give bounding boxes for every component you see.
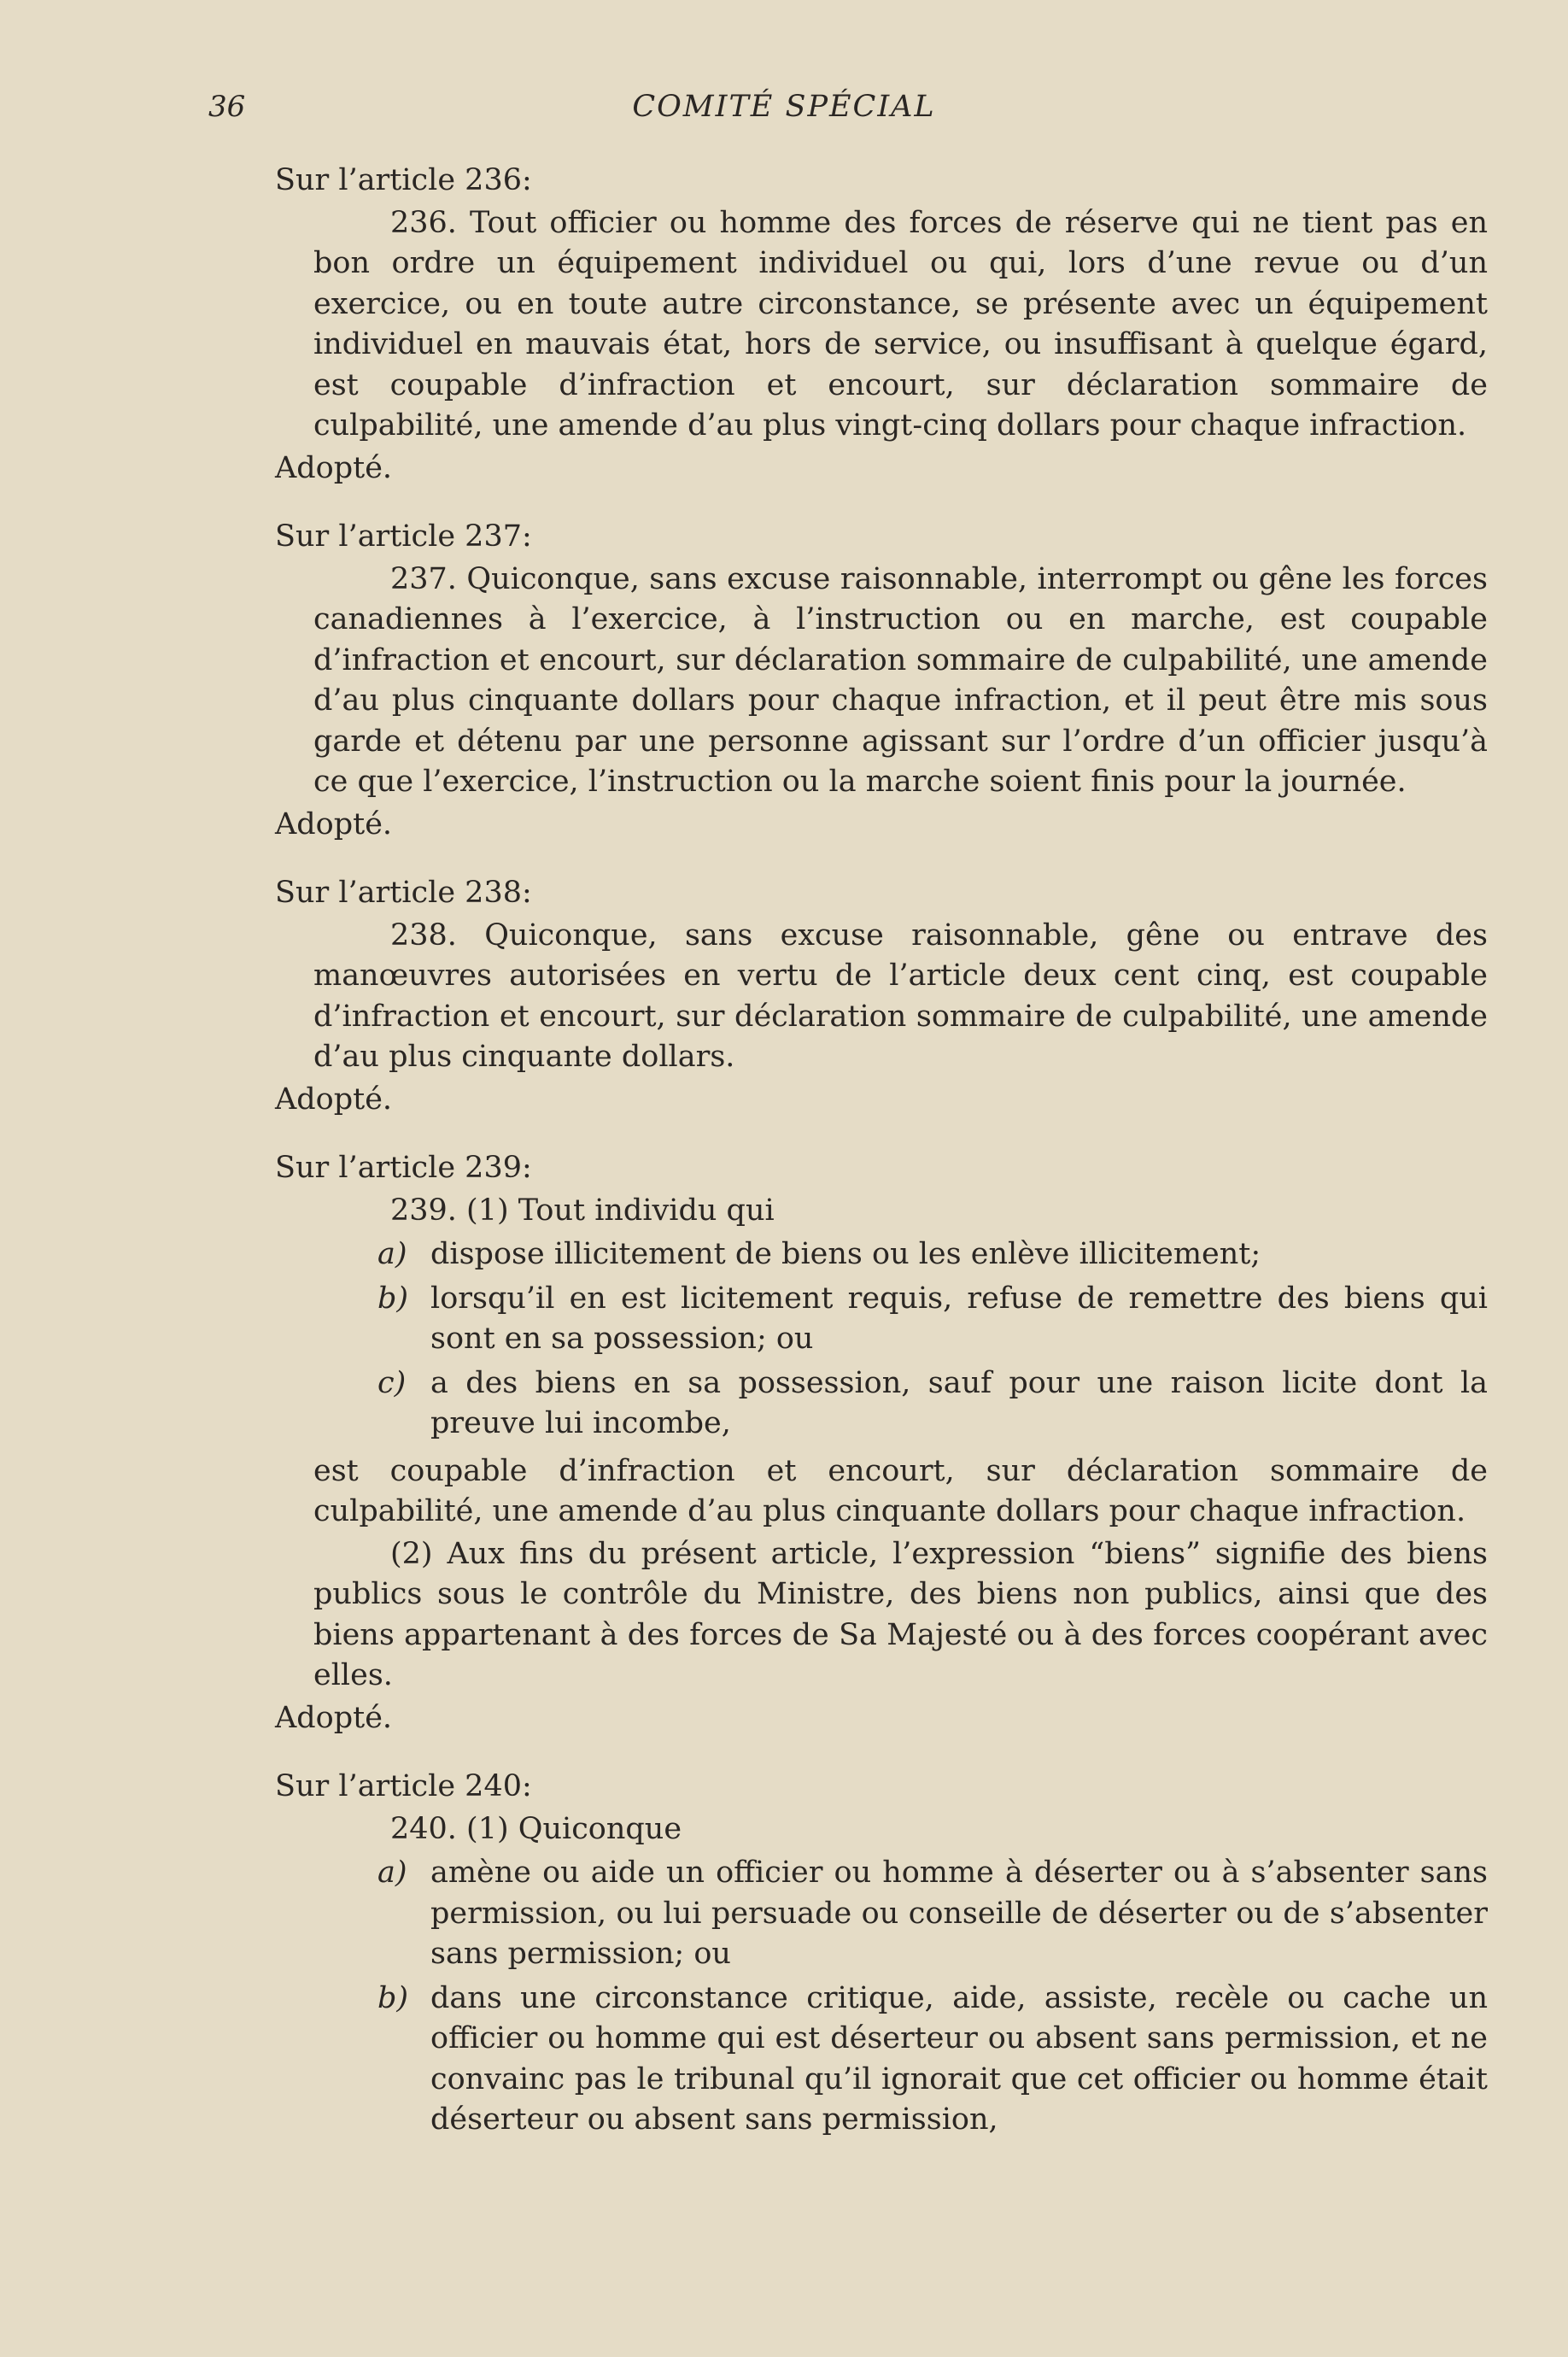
article-238-section — [275, 873, 1488, 1120]
item-label: b) — [377, 1281, 409, 1316]
page-header — [0, 90, 1568, 132]
article-text: 237. Quiconque, sans excuse raisonnable, interrompt ou gêne les forces canadiennes à l’exercice, à l’instruction ou en marche, est coupable d’infraction et encourt, sur déclaration sommaire de culpabilité, une amende d’au plus cinquante dollars pour chaque infraction, et il peut être mis sous garde et détenu par une personne agissant sur l’ordre d’un officier jusqu’à ce que l’exercice, l’instruction ou la marche soient finis pour la journée. — [313, 561, 1488, 799]
item-text: lorsqu’il en est licitement requis, refuse de remettre des biens qui sont en sa possession; ou — [430, 1281, 1488, 1356]
adopted-label: Adopté. — [275, 806, 393, 841]
item-text: dispose illicitement de biens ou les enlève illicitement; — [430, 1237, 1261, 1271]
article-237-section — [275, 517, 1488, 845]
item-label: b) — [377, 1980, 409, 2015]
item-label: a) — [377, 1237, 407, 1271]
item-label: c) — [377, 1365, 407, 1400]
list-item — [377, 1979, 1488, 2141]
adopted-label: Adopté. — [275, 450, 393, 485]
article-subsection-2: (2) Aux fins du présent article, l’expression “biens” signifie des biens publics sous le contrôle du Ministre, des biens non publics, ainsi que des biens appartenant à des forces de Sa Majesté ou à des forces coopérant avec elles. — [313, 1536, 1488, 1692]
document-body — [275, 161, 1488, 2141]
article-heading: Sur l’article 236: — [275, 163, 532, 197]
article-heading: Sur l’article 239: — [275, 1151, 532, 1185]
article-continuation: est coupable d’infraction et encourt, sur déclaration sommaire de culpabilité, une amende d’au plus cinquante dollars pour chaque infraction. — [313, 1453, 1488, 1528]
article-lead: 239. (1) Tout individu qui — [390, 1193, 775, 1228]
list-item — [377, 1279, 1488, 1360]
list-item — [377, 1363, 1488, 1445]
article-heading: Sur l’article 240: — [275, 1769, 532, 1803]
item-text: dans une circonstance critique, aide, assiste, recèle ou cache un officier ou homme qui est déserteur ou absent sans permission, et ne convainc pas le tribunal qu’il ignorait que cet officier ou homme était déserteur ou absent sans permission, — [430, 1980, 1488, 2137]
adopted-label: Adopté. — [275, 1700, 393, 1735]
adopted-label: Adopté. — [275, 1082, 393, 1117]
article-heading: Sur l’article 238: — [275, 876, 532, 910]
article-lead: 240. (1) Quiconque — [390, 1811, 682, 1846]
article-text: 238. Quiconque, sans excuse raisonnable, gêne ou entrave des manœuvres autorisées en vertu de l’article deux cent cinq, est coupable d’infraction et encourt, sur déclaration sommaire de culpabilité, une amende d’au plus cinquante dollars. — [313, 918, 1488, 1074]
item-text: amène ou aide un officier ou homme à déserter ou à s’absenter sans permission, ou lui persuade ou conseille de déserter ou de s’absenter sans permission; ou — [430, 1856, 1488, 1971]
article-heading: Sur l’article 237: — [275, 519, 532, 554]
list-item — [377, 1853, 1488, 1975]
item-text: a des biens en sa possession, sauf pour une raison licite dont la preuve lui incombe, — [430, 1365, 1488, 1440]
page-number: 36 — [208, 90, 246, 124]
article-236-section — [275, 161, 1488, 489]
running-title: COMITÉ SPÉCIAL — [632, 90, 936, 124]
article-240-section — [275, 1767, 1488, 2141]
list-item — [377, 1234, 1488, 1275]
article-text: 236. Tout officier ou homme des forces de réserve qui ne tient pas en bon ordre un équipement individuel ou qui, lors d’une revue ou d’un exercice, ou en toute autre circonstance, se présente avec un équipement individuel en mauvais état, hors de service, ou insuffisant à quelque égard, est coupable d’infraction et encourt, sur déclaration sommaire de culpabilité, une amende d’au plus vingt-cinq dollars pour chaque infraction. — [313, 205, 1488, 443]
article-239-section — [275, 1148, 1488, 1738]
item-label: a) — [377, 1856, 407, 1890]
